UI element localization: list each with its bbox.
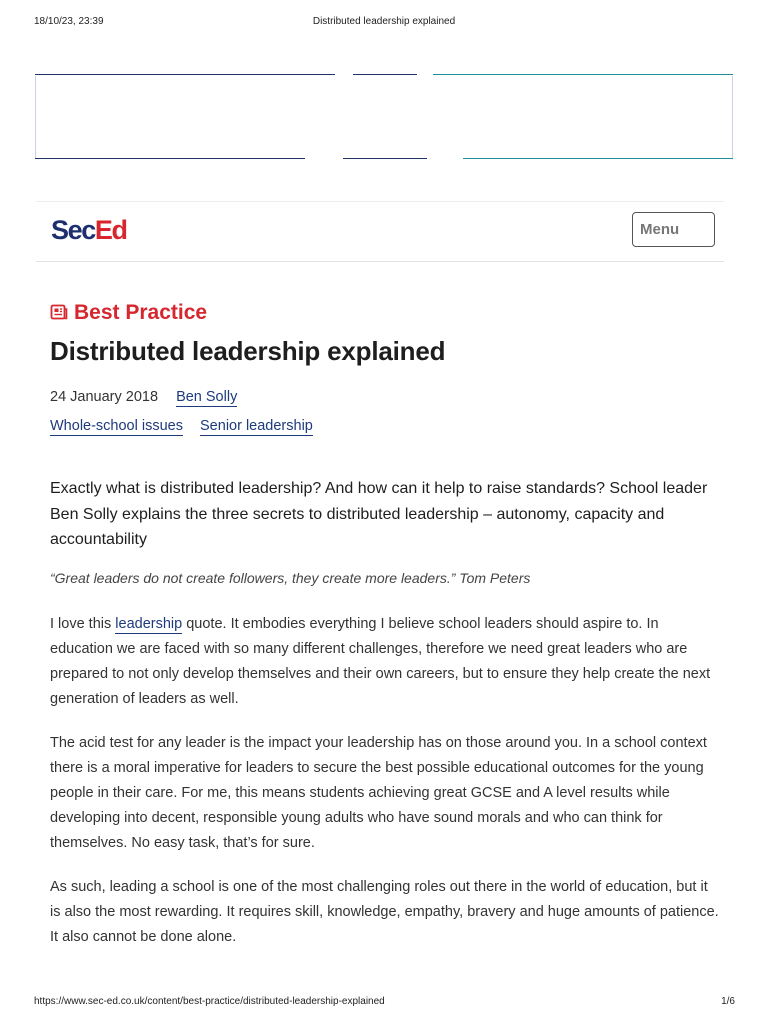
category-link[interactable] [50,298,207,328]
pull-quote: “Great leaders do not create followers, they create more leaders.” Tom Peters [50,570,531,586]
tag-list [50,418,313,434]
print-page-title: Distributed leadership explained [312,16,456,27]
logo-ed: Ed [94,215,127,245]
ad-banner-top-edge [433,74,733,75]
p1-text-end: quote. It embodies everything I believe school leaders should aspire to. In education we are faced with so many different challenges, therefore we need great leaders who are prepared to not only develop themselves and their own careers, but to ensure they help create the next generation of leaders as well. [50,616,711,707]
ad-banner-left-edge [35,76,36,158]
article-standfirst: Exactly what is distributed leadership? And how can it help to raise standards? School leader Ben Solly explains the three secrets to distributed leadership – autonomy, capacity and accountability [50,480,708,548]
ad-banner-bottom-edge [463,158,733,159]
ad-banner-right-edge [732,76,733,158]
logo-sec: Sec [51,215,95,245]
ad-banner-top-edge [35,74,335,75]
ad-banner-bottom-edge [35,158,305,159]
body-paragraph-3: As such, leading a school is one of the most challenging roles out there in the world of education, but it is also the most rewarding. It requires skill, knowledge, empathy, bravery and huge amounts of patience. It also cannot be done alone. [50,879,719,945]
body-paragraph-1 [50,612,720,712]
tag-senior-leadership[interactable]: Senior leadership [200,418,313,434]
seced-logo[interactable] [51,215,127,246]
print-page-number: 1/6 [721,996,735,1007]
tag-whole-school-issues[interactable]: Whole-school issues [50,418,183,434]
print-header [0,16,768,30]
leadership-link[interactable]: leadership [115,616,183,632]
site-header [36,201,724,262]
category-label: Best Practice [74,301,208,324]
ad-banner-top-edge [353,74,417,75]
ad-banner-bottom-edge [343,158,427,159]
ad-banner[interactable] [35,74,733,160]
menu-button[interactable]: Menu [632,212,715,247]
print-datetime: 18/10/23, 23:39 [34,16,104,27]
print-url: https://www.sec-ed.co.uk/content/best-practice/distributed-leadership-explained [34,996,385,1007]
article-title: Distributed leadership explained [50,336,446,366]
newspaper-icon [50,303,68,321]
p1-text-start: I love this [50,616,116,632]
print-footer [0,996,768,1010]
publish-date: 24 January 2018 [50,389,159,405]
body-paragraph-2: The acid test for any leader is the impact your leadership has on those around you. In a school context there is a moral imperative for leaders to secure the best possible educational outcomes for the young people in their care. For me, this means students achieving great GCSE and A level results while developing into decent, responsible young adults who have sound morals and who can think for themselves. No easy task, that’s for sure. [50,735,707,851]
author-link[interactable]: Ben Solly [176,389,238,405]
article-meta [50,389,237,405]
